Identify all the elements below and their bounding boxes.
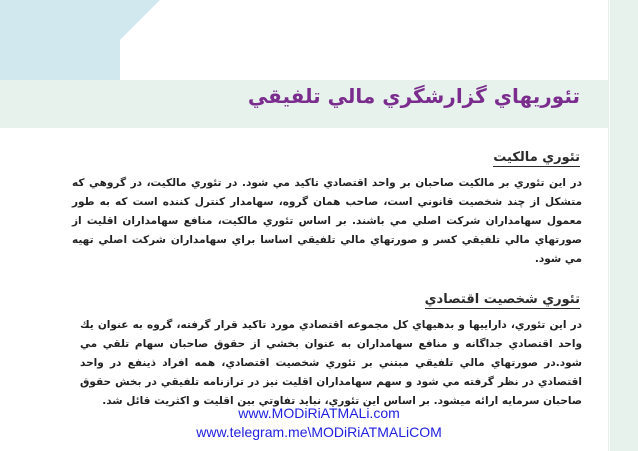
section-heading-ownership <box>380 150 580 165</box>
corner-decoration-slant <box>80 0 160 80</box>
section-text-economic-entity: در اين تئوري، داراييها و بدهيهاي كل مجموعه اقتصادي مورد تاكيد قرار گرفته، گروه به عنوان يك واحد اقتصادي جداگانه و منافع سهامداران به عنوان بخشي از حقوق صاحبان سهام تلقي مي شود.در صورتهاي مالي تلفيقي مبتني بر تئوري شخصيت اقتصادي، همه افراد ذينفع در واحد اقتصادي در نظر گرفته مي شود و سهم سهامداران اقليت نيز در ترازنامه تلفيقي در بخش حقوق صاحبان سرمايه ارائه ميشود. بر اساس اين تئوري، نبايد تفاوتي بين اقليت و اكثريت قائل شد. <box>80 319 582 407</box>
telegram-link[interactable]: www.telegram.me\MODiRiATMALiCOM <box>196 424 442 440</box>
section-heading-economic-entity <box>380 292 580 307</box>
slide-title: تئوريهاي گزارشگري مالي تلفيقي <box>247 84 580 108</box>
section-text-ownership: در اين تئوري بر مالكيت صاحبان بر واحد اقتصادي تاكيد مي شود. در تئوري مالكيت، در گروهي كه متشكل از چند شخصيت قانوني است، صاحب همان گروه، سهامدار كنترل كننده است كه به طور معمول سهامداران شركت اصلي مي باشند. بر اساس تئوري مالكيت، منافع سهامداران اقليت از صورتهاي مالي تلفيقي كسر و صورتهاي مالي تلفيقي اساسا براي سهامداران شركت اصلي تهيه مي شود. <box>72 177 582 265</box>
section-heading-economic-entity-text: تئوري شخصيت اقتصادي <box>424 292 580 307</box>
right-decoration-bar <box>608 0 638 451</box>
right-bar-divider <box>609 0 610 451</box>
section-heading-ownership-text: تئوري مالكيت <box>493 150 580 165</box>
website-link[interactable]: www.MODiRiATMALi.com <box>238 405 400 421</box>
